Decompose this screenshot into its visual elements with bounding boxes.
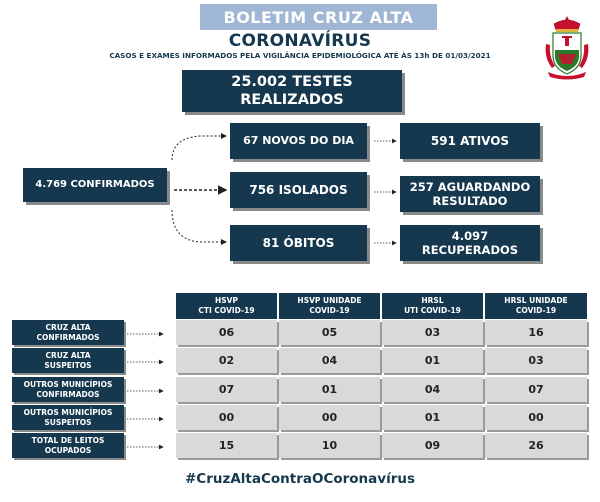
recovered-label: RECUPERADOS [421, 243, 519, 257]
table-cell: 04 [382, 377, 483, 402]
table-cell: 02 [176, 348, 277, 373]
row-label-line: OUTROS MUNICÍPIOS [23, 379, 113, 389]
bulletin-badge [200, 4, 437, 30]
table-cell: 07 [176, 377, 277, 402]
col-header-line: HSVP [215, 296, 238, 306]
page-subtitle: CASOS E EXAMES INFORMADOS PELA VIGILÂNCIA EPIDEMIOLÓGICA ATÉ ÀS 13h DE 01/03/2021 [109, 51, 491, 60]
col-header-hsvp-unidade [279, 293, 380, 319]
confirmed-box [23, 168, 167, 202]
col-header-line: CTI COVID-19 [198, 306, 255, 315]
col-header-line: HSVP UNIDADE [297, 296, 362, 306]
campaign-hashtag: #CruzAltaContraOCoronavírus [184, 471, 416, 487]
table-cell: 07 [485, 377, 587, 402]
awaiting-label: RESULTADO [432, 194, 508, 208]
col-header-hrsl-uti [382, 293, 483, 319]
table-cell: 00 [485, 405, 587, 430]
table-cell: 01 [382, 405, 483, 430]
recovered-count: 4.097 [451, 228, 489, 243]
col-header-line: UTI COVID-19 [404, 306, 461, 315]
table-cell: 00 [279, 405, 380, 430]
col-header-hsvp-cti [176, 293, 277, 319]
table-cell: 16 [485, 320, 587, 345]
row-label [12, 320, 124, 345]
col-header-line: HRSL [421, 296, 444, 306]
col-header-line: COVID-19 [515, 306, 557, 315]
row-label [12, 377, 124, 402]
active-box [400, 123, 540, 159]
confirmed-text: 4.769 CONFIRMADOS [35, 178, 155, 190]
tests-count: 25.002 TESTES [231, 73, 353, 90]
row-label-line: CRUZ ALTA [45, 350, 91, 360]
table-cell: 10 [279, 433, 380, 458]
tests-label: REALIZADOS [240, 92, 344, 108]
table-cell: 01 [382, 348, 483, 373]
table-cell: 15 [176, 433, 277, 458]
row-label [12, 433, 124, 458]
isolated-text: 756 ISOLADOS [249, 182, 348, 197]
table-cell: 03 [382, 320, 483, 345]
table-cell: 03 [485, 348, 587, 373]
deaths-box [230, 225, 367, 261]
table-cell: 09 [382, 433, 483, 458]
recovered-box [400, 225, 540, 261]
table-cell: 04 [279, 348, 380, 373]
page-title: CORONAVÍRUS [228, 31, 372, 51]
row-label-line: SUSPEITOS [44, 417, 92, 427]
col-header-hrsl-unidade [485, 293, 587, 319]
row-label-line: OCUPADOS [44, 445, 92, 455]
coat-of-arms-icon [542, 14, 592, 82]
table-cell: 05 [279, 320, 380, 345]
row-label-line: CONFIRMADOS [36, 389, 100, 399]
active-text: 591 ATIVOS [430, 133, 510, 148]
row-label-line: TOTAL DE LEITOS [31, 435, 105, 445]
awaiting-count: 257 AGUARDANDO [409, 179, 531, 194]
row-label [12, 405, 124, 430]
row-label-line: SUSPEITOS [44, 360, 92, 370]
row-label-line: CONFIRMADOS [36, 332, 100, 342]
new-today-text: 67 NOVOS DO DIA [243, 134, 354, 148]
isolated-box [230, 172, 367, 208]
table-cell: 01 [279, 377, 380, 402]
awaiting-box [400, 176, 540, 212]
row-label-line: CRUZ ALTA [45, 322, 91, 332]
col-header-line: HRSL UNIDADE [504, 296, 568, 306]
table-cell: 00 [176, 405, 277, 430]
bulletin-badge-text: BOLETIM CRUZ ALTA [223, 7, 414, 27]
row-label [12, 348, 124, 373]
row-label-line: OUTROS MUNICÍPIOS [23, 407, 113, 417]
table-cell: 26 [485, 433, 587, 458]
col-header-line: COVID-19 [309, 306, 350, 315]
deaths-text: 81 ÓBITOS [262, 235, 335, 250]
new-today-box [230, 123, 367, 159]
table-cell: 06 [176, 320, 277, 345]
tests-box [182, 70, 402, 112]
